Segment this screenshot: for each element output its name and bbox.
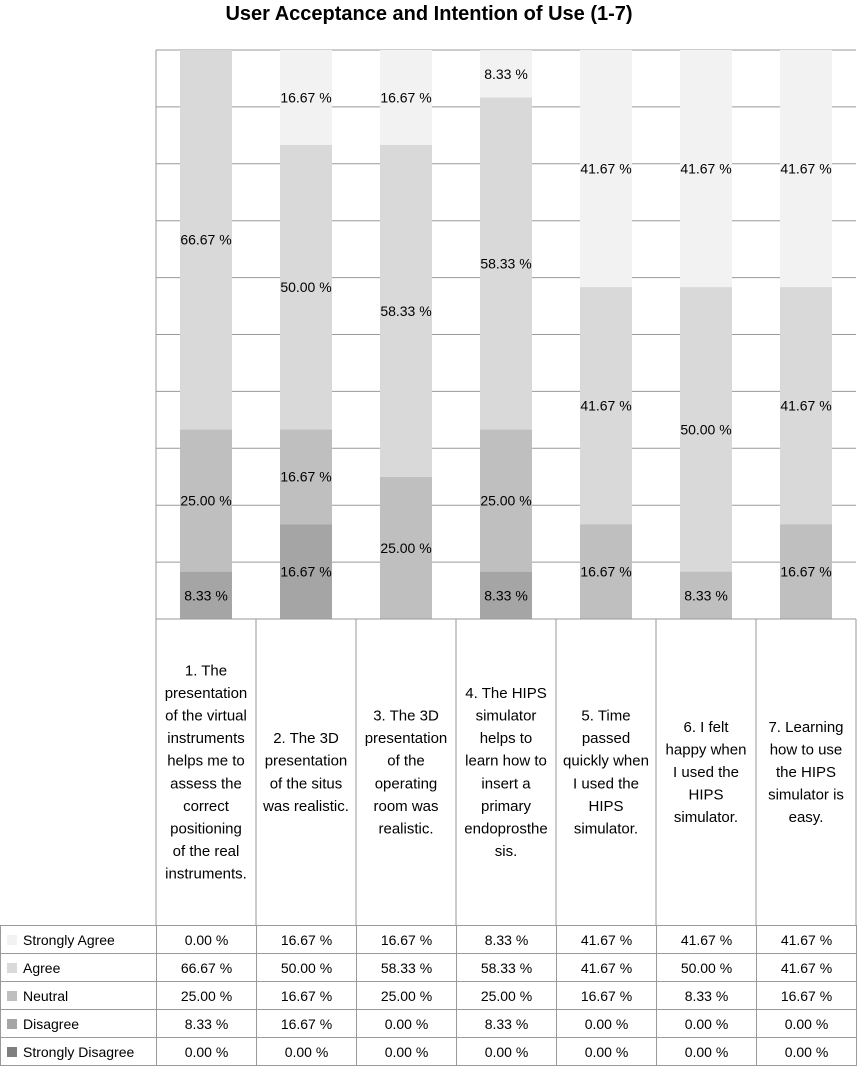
segment-label-agree-1: 66.67 % — [180, 231, 232, 248]
table-cell: 25.00 % — [157, 982, 257, 1010]
legend-label: Agree — [23, 959, 61, 976]
segment-label-neutral-6: 8.33 % — [684, 587, 728, 604]
category-label-2: 2. The 3D presentation of the situs was realistic. — [263, 730, 349, 815]
table-cell: 0.00 % — [157, 926, 257, 954]
legend-swatch — [7, 1047, 17, 1057]
segment-label-agree-5: 41.67 % — [580, 397, 632, 414]
category-label-7: 7. Learning how to use the HIPS simulator is easy. — [768, 718, 844, 827]
table-cell: 0.00 % — [757, 1010, 857, 1038]
category-label-1: 1. The presentation of the virtual instruments helps me to assess the correct positioning of the real instruments. — [164, 662, 248, 883]
table-cell: 0.00 % — [557, 1038, 657, 1066]
table-cell: 0.00 % — [257, 1038, 357, 1066]
segment-label-agree-7: 41.67 % — [780, 397, 832, 414]
table-row-strongly-disagree — [1, 1038, 857, 1066]
legend-swatch — [7, 1019, 17, 1029]
segment-label-neutral-1: 25.00 % — [180, 492, 232, 509]
category-label-5: 5. Time passed quickly when I used the HIPS simulator. — [563, 707, 649, 838]
category-label-6: 6. I felt happy when I used the HIPS simulator. — [665, 718, 747, 827]
legend-entry — [1, 1010, 157, 1038]
table-row-strongly-agree — [1, 926, 857, 954]
category-label-4: 4. The HIPS simulator helps to learn how to insert a primary endoprosthe sis. — [464, 684, 548, 861]
table-cell: 0.00 % — [457, 1038, 557, 1066]
segment-label-neutral-7: 16.67 % — [780, 563, 832, 580]
segment-label-strongly-agree-4: 8.33 % — [484, 65, 528, 82]
segment-label-disagree-4: 8.33 % — [484, 587, 528, 604]
table-cell: 8.33 % — [157, 1010, 257, 1038]
segment-label-neutral-3: 25.00 % — [380, 539, 432, 556]
table-cell: 8.33 % — [457, 1010, 557, 1038]
legend-entry — [1, 1038, 157, 1066]
table-cell: 0.00 % — [357, 1010, 457, 1038]
table-cell: 25.00 % — [357, 982, 457, 1010]
table-cell: 58.33 % — [457, 954, 557, 982]
chart-title: User Acceptance and Intention of Use (1-7) — [225, 3, 633, 25]
segment-label-strongly-agree-5: 41.67 % — [580, 160, 632, 177]
segment-label-strongly-agree-3: 16.67 % — [380, 89, 432, 106]
table-cell: 16.67 % — [757, 982, 857, 1010]
legend-label: Neutral — [23, 987, 69, 1004]
table-cell: 41.67 % — [557, 926, 657, 954]
legend-entry — [1, 954, 157, 982]
table-cell: 0.00 % — [657, 1010, 757, 1038]
table-row-neutral — [1, 982, 857, 1010]
table-cell: 41.67 % — [757, 954, 857, 982]
table-cell: 16.67 % — [257, 926, 357, 954]
table-cell: 58.33 % — [357, 954, 457, 982]
table-cell: 16.67 % — [257, 982, 357, 1010]
data-table — [0, 925, 857, 1066]
segment-label-agree-4: 58.33 % — [480, 255, 532, 272]
table-row-disagree — [1, 1010, 857, 1038]
table-row-agree — [1, 954, 857, 982]
legend-entry — [1, 982, 157, 1010]
segment-label-agree-2: 50.00 % — [280, 279, 332, 296]
segment-label-disagree-1: 8.33 % — [184, 587, 228, 604]
legend-label: Disagree — [23, 1015, 80, 1032]
table-cell: 0.00 % — [157, 1038, 257, 1066]
table-cell: 66.67 % — [157, 954, 257, 982]
table-cell: 0.00 % — [657, 1038, 757, 1066]
category-label-3: 3. The 3D presentation of the operating room was realistic. — [364, 707, 448, 838]
table-cell: 41.67 % — [757, 926, 857, 954]
table-cell: 0.00 % — [757, 1038, 857, 1066]
legend-entry — [1, 926, 157, 954]
segment-label-strongly-agree-7: 41.67 % — [780, 160, 832, 177]
table-cell: 8.33 % — [457, 926, 557, 954]
segment-label-agree-3: 58.33 % — [380, 302, 432, 319]
legend-swatch — [7, 963, 17, 973]
table-cell: 16.67 % — [557, 982, 657, 1010]
table-cell: 16.67 % — [257, 1010, 357, 1038]
table-cell: 8.33 % — [657, 982, 757, 1010]
segment-label-neutral-2: 16.67 % — [280, 468, 332, 485]
segment-label-agree-6: 50.00 % — [680, 421, 732, 438]
segment-label-neutral-4: 25.00 % — [480, 492, 532, 509]
table-cell: 16.67 % — [357, 926, 457, 954]
table-cell: 41.67 % — [557, 954, 657, 982]
table-cell: 41.67 % — [657, 926, 757, 954]
legend-label: Strongly Agree — [23, 931, 115, 948]
table-cell: 0.00 % — [557, 1010, 657, 1038]
segment-label-disagree-2: 16.67 % — [280, 563, 332, 580]
legend-label: Strongly Disagree — [23, 1043, 135, 1060]
segment-label-strongly-agree-2: 16.67 % — [280, 89, 332, 106]
table-cell: 0.00 % — [357, 1038, 457, 1066]
table-cell: 25.00 % — [457, 982, 557, 1010]
legend-swatch — [7, 935, 17, 945]
category-axis-labels — [156, 619, 856, 925]
table-cell: 50.00 % — [257, 954, 357, 982]
segment-label-strongly-agree-6: 41.67 % — [680, 160, 732, 177]
segment-label-neutral-5: 16.67 % — [580, 563, 632, 580]
legend-swatch — [7, 991, 17, 1001]
table-cell: 50.00 % — [657, 954, 757, 982]
